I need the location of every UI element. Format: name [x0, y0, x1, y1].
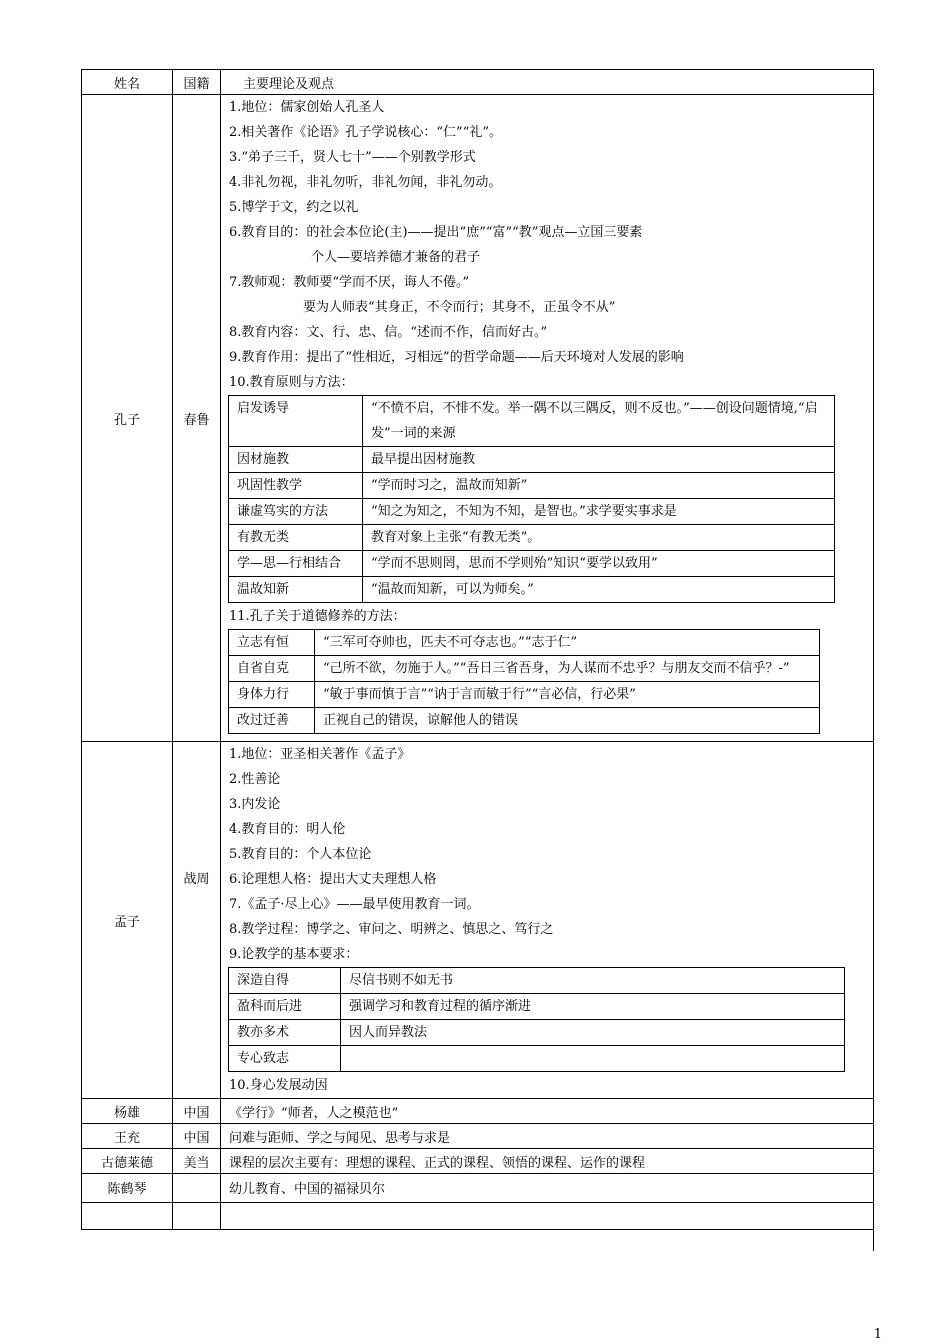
other-name: 陈鹤琴: [82, 1174, 173, 1203]
moral-row: [229, 630, 820, 656]
requirement-row: [229, 968, 845, 994]
empty-cell: [221, 1203, 874, 1230]
moral-value: “敏于事而慎于言”“讷于言而敏于行”“言必信，行必果”: [315, 682, 820, 708]
moral-row: [229, 682, 820, 708]
confucius-line: 2.相关著作《论语》孔子学说核心：“仁”“礼”。: [229, 125, 502, 140]
other-theory: 课程的层次主要有：理想的课程、正式的课程、领悟的课程、运作的课程: [221, 1149, 874, 1174]
principle-row: [229, 473, 835, 499]
requirement-key: 盈科而后进: [229, 994, 341, 1020]
confucius-line: 4.非礼勿视，非礼勿听，非礼勿闻，非礼勿动。: [229, 175, 502, 190]
confucius-line: 10.教育原则与方法：: [229, 375, 354, 390]
row-other: [82, 1099, 874, 1124]
moral-key: 改过迁善: [229, 708, 315, 734]
requirement-value: 强调学习和教育过程的循序渐进: [341, 994, 845, 1020]
requirement-key: 专心致志: [229, 1046, 341, 1072]
row-empty: [82, 1203, 874, 1230]
principle-value: “学而不思则罔，思而不学则殆”知识“要学以致用”: [363, 551, 835, 577]
principle-row: [229, 396, 835, 447]
requirement-value: 因人而异教法: [341, 1020, 845, 1046]
confucius-line: 3.“弟子三千，贤人七十”——个别教学形式: [229, 150, 476, 165]
mencius-theory: [221, 742, 874, 1099]
other-country: [173, 1174, 221, 1203]
mencius-line: 6.论理想人格：提出大丈夫理想人格: [229, 872, 437, 887]
empty-cell: [82, 1203, 173, 1230]
mencius-line: 8.教学过程：博学之、审问之、明辨之、慎思之、笃行之: [229, 922, 554, 937]
row-other: [82, 1149, 874, 1174]
principle-value: 最早提出因材施教: [363, 447, 835, 473]
requirement-value: [341, 1046, 845, 1072]
principle-row: [229, 447, 835, 473]
principle-value: “不愤不启，不悱不发。举一隅不以三隅反，则不反也。”——创设问题情境,“启发”一词的来源: [363, 396, 835, 447]
other-name: 古德莱德: [82, 1149, 173, 1174]
header-theory: 主要理论及观点: [221, 70, 874, 95]
mencius-line: 9.论教学的基本要求：: [229, 947, 359, 962]
row-mencius: [82, 742, 874, 1099]
confucius-moral-title: 11.孔子关于道德修养的方法：: [229, 609, 406, 624]
confucius-country: 春鲁: [173, 95, 221, 742]
header-country: 国籍: [173, 70, 221, 95]
moral-key: 自省自克: [229, 656, 315, 682]
moral-value: “三军可夺帅也，匹夫不可夺志也。”“志于仁”: [315, 630, 820, 656]
moral-row: [229, 708, 820, 734]
principle-key: 温故知新: [229, 577, 363, 603]
header-row: [82, 70, 874, 95]
principle-value: “温故而知新，可以为师矣。”: [363, 577, 835, 603]
principle-key: 有教无类: [229, 525, 363, 551]
row-other: [82, 1174, 874, 1203]
mencius-line: 5.教育目的：个人本位论: [229, 847, 372, 862]
theorists-table: [81, 69, 874, 1230]
moral-key: 身体力行: [229, 682, 315, 708]
principles-table: [228, 395, 835, 603]
moral-row: [229, 656, 820, 682]
principle-row: [229, 525, 835, 551]
confucius-line: 8.教育内容：文、行、忠、信。“述而不作，信而好古。”: [229, 325, 548, 340]
principle-key: 谦虚笃实的方法: [229, 499, 363, 525]
other-country: 中国: [173, 1124, 221, 1149]
moral-value: “己所不欲，勿施于人。”“吾日三省吾身，为人谋而不忠乎？与朋友交而不信乎？-”: [315, 656, 820, 682]
confucius-line: 1.地位：儒家创始人孔圣人: [229, 100, 385, 115]
mencius-line: 2.性善论: [229, 772, 281, 787]
principle-value: “知之为知之，不知为不知，是智也。”求学要实事求是: [363, 499, 835, 525]
confucius-line: 7.教师观：教师要“学而不厌，诲人不倦。”: [229, 275, 470, 290]
confucius-name: 孔子: [82, 95, 173, 742]
other-theory: 《学行》“师者，人之模范也”: [221, 1099, 874, 1124]
requirement-row: [229, 1020, 845, 1046]
mencius-name: 孟子: [82, 742, 173, 1099]
principle-row: [229, 499, 835, 525]
row-other: [82, 1124, 874, 1149]
mencius-line: 7.《孟子·尽上心》——最早使用教育一词。: [229, 897, 480, 912]
requirements-table: [228, 967, 845, 1072]
principle-row: [229, 577, 835, 603]
requirement-value: 尽信书则不如无书: [341, 968, 845, 994]
empty-cell: [173, 1203, 221, 1230]
confucius-theory: [221, 95, 874, 742]
mencius-last-line: 10.身心发展动因: [229, 1078, 328, 1093]
other-name: 杨雄: [82, 1099, 173, 1124]
requirement-key: 教亦多术: [229, 1020, 341, 1046]
other-country: 中国: [173, 1099, 221, 1124]
requirement-key: 深造自得: [229, 968, 341, 994]
moral-value: 正视自己的错误，谅解他人的错误: [315, 708, 820, 734]
other-theory: 问难与距师、学之与闻见、思考与求是: [221, 1124, 874, 1149]
mencius-line: 1.地位：亚圣相关著作《孟子》: [229, 747, 411, 762]
header-name: 姓名: [82, 70, 173, 95]
principle-key: 启发诱导: [229, 396, 363, 447]
row-confucius: [82, 95, 874, 742]
principle-key: 因材施教: [229, 447, 363, 473]
requirement-row: [229, 1046, 845, 1072]
principle-key: 巩固性教学: [229, 473, 363, 499]
other-country: 美当: [173, 1149, 221, 1174]
mencius-line: 4.教育目的：明人伦: [229, 822, 346, 837]
page-number: 1: [873, 1327, 882, 1342]
principle-value: “学而时习之，温故而知新”: [363, 473, 835, 499]
principle-value: 教育对象上主张“有教无类”。: [363, 525, 835, 551]
moral-table: [228, 629, 820, 734]
mencius-line: 3.内发论: [229, 797, 281, 812]
confucius-line: 6.教育目的：的社会本位论(主)——提出“庶”“富”“教”观点—立国三要素: [229, 225, 643, 240]
confucius-line: 要为人师表“其身正，不令而行；其身不，正虽令不从”: [303, 300, 616, 315]
mencius-country: 战周: [173, 742, 221, 1099]
confucius-line: 9.教育作用：提出了“性相近，习相远”的哲学命题——后天环境对人发展的影响: [229, 350, 684, 365]
confucius-line: 个人—要培养德才兼备的君子: [311, 250, 481, 265]
confucius-line: 5.博学于文，约之以礼: [229, 200, 359, 215]
principle-row: [229, 551, 835, 577]
other-name: 王充: [82, 1124, 173, 1149]
other-theory: 幼儿教育、中国的福禄贝尔: [221, 1174, 874, 1203]
moral-key: 立志有恒: [229, 630, 315, 656]
requirement-row: [229, 994, 845, 1020]
principle-key: 学—思—行相结合: [229, 551, 363, 577]
